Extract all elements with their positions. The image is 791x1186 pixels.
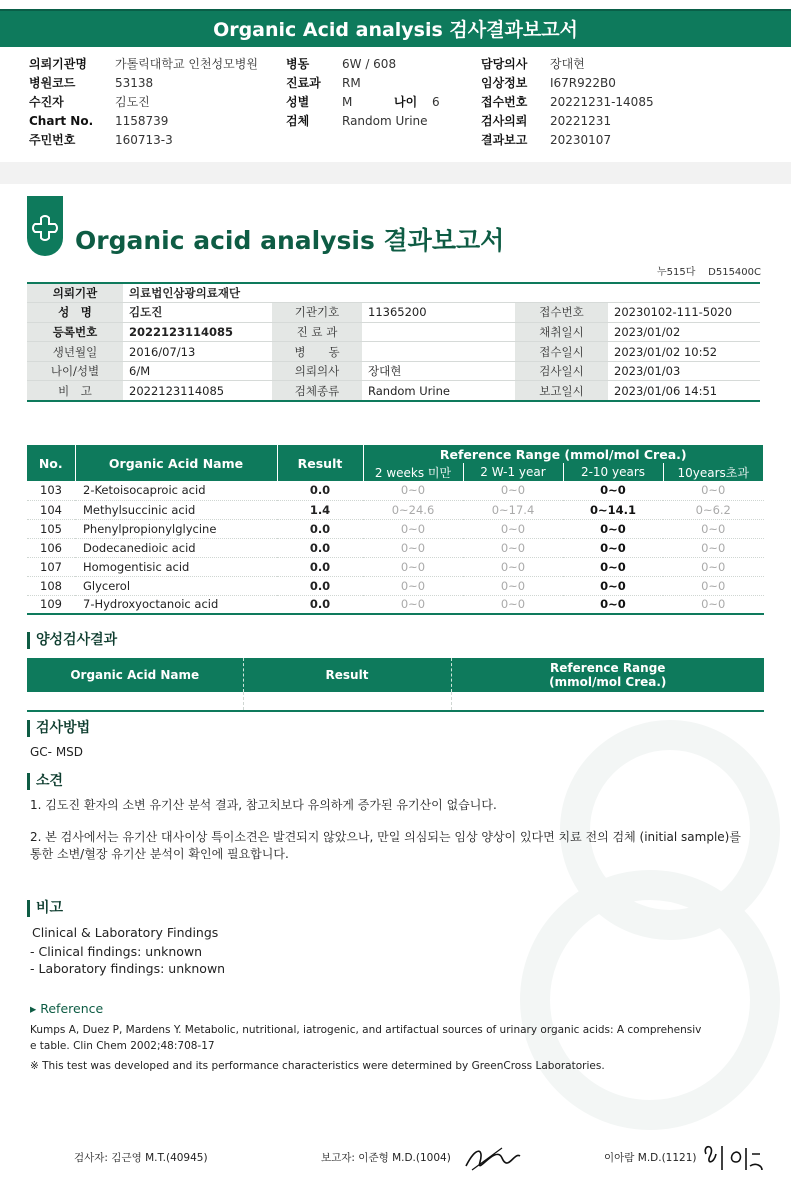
findings-line-2b: 통한 소변/혈장 유기산 분석이 확인에 필요합니다. xyxy=(30,847,289,861)
header-value: 6W / 608 xyxy=(342,57,397,71)
table-row xyxy=(27,595,764,614)
info-value: 김도진 xyxy=(123,303,272,323)
info-value: 11365200 xyxy=(362,303,515,323)
header-value: I67R922B0 xyxy=(550,76,616,90)
result-no: 109 xyxy=(27,595,75,614)
ref-range-4: 0~6.2 xyxy=(663,500,764,519)
info-key: 병 동 xyxy=(272,342,362,362)
empty-cell xyxy=(27,692,243,711)
info-key: 생년월일 xyxy=(27,342,123,362)
header-label: 의뢰기관명 xyxy=(29,57,87,71)
ref-range-3: 0~0 xyxy=(563,481,663,500)
info-key: 검사일시 xyxy=(515,361,608,381)
header-label: 진료과 xyxy=(286,76,321,90)
info-value: 의료법인삼광의료재단 xyxy=(123,283,760,303)
header-value: Random Urine xyxy=(342,114,428,128)
ref-range-3: 0~0 xyxy=(563,519,663,538)
section-divider xyxy=(0,162,791,184)
result-name: Dodecanedioic acid xyxy=(75,538,277,557)
result-value: 0.0 xyxy=(277,557,363,576)
info-value xyxy=(362,322,515,342)
header-value: 20221231-14085 xyxy=(550,95,654,109)
result-value: 0.0 xyxy=(277,595,363,614)
result-name: 7-Hydroxyoctanoic acid xyxy=(75,595,277,614)
ref-range-3: 0~0 xyxy=(563,595,663,614)
col-header-ref-1: 2 weeks 미만 xyxy=(363,463,463,481)
info-value: 2023/01/02 xyxy=(608,322,760,342)
info-key: 보고일시 xyxy=(515,381,608,401)
ref-range-1: 0~0 xyxy=(363,538,463,557)
info-value: 2016/07/13 xyxy=(123,342,272,362)
header-label: 결과보고 xyxy=(481,133,528,147)
header-col3 xyxy=(481,55,654,150)
info-value: 2023/01/06 14:51 xyxy=(608,381,760,401)
info-value: Random Urine xyxy=(362,381,515,401)
ref-range-3: 0~0 xyxy=(563,576,663,595)
patient-info-table xyxy=(27,282,760,402)
header-label: 병동 xyxy=(286,57,310,71)
findings-line-2a: 2. 본 검사에서는 유기산 대사이상 특이소견은 발견되지 않았으나, 만일 의심되는 임상 양상이 있다면 치료 전의 검체 (initial sample)를 xyxy=(30,830,741,844)
empty-cell xyxy=(451,692,764,711)
ref-range-1: 0~0 xyxy=(363,519,463,538)
header-value: 장대현 xyxy=(550,57,585,71)
col-header-name: Organic Acid Name xyxy=(75,445,277,481)
info-value xyxy=(362,342,515,362)
empty-cell xyxy=(243,692,451,711)
doctor-signature-icon xyxy=(700,1140,766,1176)
ref-range-1: 0~0 xyxy=(363,481,463,500)
result-name: Homogentisic acid xyxy=(75,557,277,576)
header-label: 성별 xyxy=(286,95,310,109)
ref-range-3: 0~0 xyxy=(563,538,663,557)
ref-range-4: 0~0 xyxy=(663,538,764,557)
ref-range-4: 0~0 xyxy=(663,576,764,595)
reporter-signature-line: 보고자: 이준형 M.D.(1004) xyxy=(321,1152,451,1164)
ref-range-4: 0~0 xyxy=(663,557,764,576)
ref-range-1: 0~0 xyxy=(363,557,463,576)
document-code xyxy=(657,263,761,278)
ref-range-1: 0~0 xyxy=(363,595,463,614)
col-header-ref-4: 10years초과 xyxy=(663,463,764,481)
positive-col-result: Result xyxy=(243,658,451,692)
col-header-result: Result xyxy=(277,445,363,481)
ref-range-2: 0~17.4 xyxy=(463,500,563,519)
ref-range-3: 0~0 xyxy=(563,557,663,576)
header-label: 검사의뢰 xyxy=(481,114,528,128)
header-value: 53138 xyxy=(115,76,154,90)
result-name: Phenylpropionylglycine xyxy=(75,519,277,538)
info-key: 채취일시 xyxy=(515,322,608,342)
info-value: 2022123114085 xyxy=(123,381,272,401)
positive-col-reference xyxy=(451,658,764,692)
result-name: Methylsuccinic acid xyxy=(75,500,277,519)
ref-range-2: 0~0 xyxy=(463,576,563,595)
table-row xyxy=(27,576,764,595)
header-label: 주민번호 xyxy=(29,133,76,147)
ref-range-1: 0~0 xyxy=(363,576,463,595)
method-text: GC- MSD xyxy=(30,745,84,759)
findings-section-title: 소견 xyxy=(27,773,63,790)
ref-range-4: 0~0 xyxy=(663,481,764,500)
result-no: 103 xyxy=(27,481,75,500)
result-name: 2-Ketoisocaproic acid xyxy=(75,481,277,500)
result-value: 0.0 xyxy=(277,519,363,538)
result-no: 105 xyxy=(27,519,75,538)
report-title: Organic acid analysis 결과보고서 xyxy=(75,226,505,255)
col-header-ref-2: 2 W-1 year xyxy=(463,463,563,481)
reference-title: ▸ Reference xyxy=(30,1001,104,1016)
banner-title: Organic Acid analysis 검사결과보고서 xyxy=(0,9,791,47)
info-key: 접수일시 xyxy=(515,342,608,362)
header-value: 가톨릭대학교 인천성모병원 xyxy=(115,57,258,71)
header-label: 병원코드 xyxy=(29,76,76,90)
header-value: RM xyxy=(342,76,361,90)
header-label: Chart No. xyxy=(29,114,94,128)
ref-range-1: 0~24.6 xyxy=(363,500,463,519)
info-value: 6/M xyxy=(123,361,272,381)
info-key: 등록번호 xyxy=(27,322,123,342)
result-no: 106 xyxy=(27,538,75,557)
ref-range-2: 0~0 xyxy=(463,519,563,538)
ref-range-2: 0~0 xyxy=(463,481,563,500)
result-value: 1.4 xyxy=(277,500,363,519)
watermark-shape xyxy=(520,870,780,1130)
result-name: Glycerol xyxy=(75,576,277,595)
doc-code-1: 누515다 xyxy=(657,267,696,278)
positive-col-ref-line2: (mmol/mol Crea.) xyxy=(549,675,667,689)
header-value: 160713-3 xyxy=(115,133,173,147)
col-header-ref-3: 2-10 years xyxy=(563,463,663,481)
clover-logo-icon xyxy=(27,196,63,256)
result-value: 0.0 xyxy=(277,538,363,557)
reference-note: ※ This test was developed and its performance characteristics were determined by GreenCross Laboratories. xyxy=(30,1060,605,1072)
reporter-signature-icon xyxy=(462,1140,524,1174)
info-key: 기관기호 xyxy=(272,303,362,323)
age-value: 6 xyxy=(432,95,440,109)
method-section-title: 검사방법 xyxy=(27,720,90,737)
remarks-heading: Clinical & Laboratory Findings xyxy=(32,925,219,940)
positive-section-title: 양성검사결과 xyxy=(27,632,117,649)
header-col1 xyxy=(29,55,258,150)
info-key: 비 고 xyxy=(27,381,123,401)
header-label: 수진자 xyxy=(29,95,64,109)
ref-range-2: 0~0 xyxy=(463,557,563,576)
info-key: 접수번호 xyxy=(515,303,608,323)
info-key: 의뢰기관 xyxy=(27,283,123,303)
header-label: 검체 xyxy=(286,114,310,128)
info-key: 의뢰의사 xyxy=(272,361,362,381)
header-label: 임상정보 xyxy=(481,76,528,90)
result-value: 0.0 xyxy=(277,481,363,500)
results-table xyxy=(27,445,764,615)
ref-range-4: 0~0 xyxy=(663,595,764,614)
info-value: 20230102-111-5020 xyxy=(608,303,760,323)
age-label: 나이 xyxy=(394,95,418,109)
positive-col-name: Organic Acid Name xyxy=(27,658,243,692)
doctor-signature-line: 이아람 M.D.(1121) xyxy=(604,1152,697,1164)
info-value: 2022123114085 xyxy=(123,322,272,342)
header-value: 1158739 xyxy=(115,114,169,128)
remarks-section-title: 비고 xyxy=(27,900,63,917)
result-value: 0.0 xyxy=(277,576,363,595)
table-row xyxy=(27,538,764,557)
positive-results-table xyxy=(27,658,764,712)
result-no: 108 xyxy=(27,576,75,595)
col-header-reference: Reference Range (mmol/mol Crea.) xyxy=(363,445,764,463)
result-no: 107 xyxy=(27,557,75,576)
header-label: 접수번호 xyxy=(481,95,528,109)
col-header-no: No. xyxy=(27,445,75,481)
findings-line-1: 1. 김도진 환자의 소변 유기산 분석 결과, 참고치보다 유의하게 증가된 유기산이 없습니다. xyxy=(30,798,497,812)
tester-signature-line: 검사자: 김근영 M.T.(40945) xyxy=(74,1152,208,1164)
header-value: 20230107 xyxy=(550,133,612,147)
remarks-clinical: - Clinical findings: unknown xyxy=(30,944,203,959)
info-value: 2023/01/03 xyxy=(608,361,760,381)
ref-range-4: 0~0 xyxy=(663,519,764,538)
info-value: 2023/01/02 10:52 xyxy=(608,342,760,362)
reference-citation-a: Kumps A, Duez P, Mardens Y. Metabolic, nutritional, iatrogenic, and artifactual sources of urinary organic acids: A comprehensiv xyxy=(30,1024,702,1036)
ref-range-2: 0~0 xyxy=(463,595,563,614)
info-key: 검체종류 xyxy=(272,381,362,401)
table-row xyxy=(27,481,764,500)
table-row xyxy=(27,519,764,538)
header-value: 20221231 xyxy=(550,114,612,128)
positive-col-ref-line1: Reference Range xyxy=(550,661,666,675)
header-value: M xyxy=(342,95,353,109)
header-col2 xyxy=(286,55,440,131)
info-key: 나이/성별 xyxy=(27,361,123,381)
header-value: 김도진 xyxy=(115,95,150,109)
doc-code-2: D515400C xyxy=(708,267,761,278)
reference-citation-b: e table. Clin Chem 2002;48:708-17 xyxy=(30,1040,215,1052)
ref-range-2: 0~0 xyxy=(463,538,563,557)
table-row xyxy=(27,557,764,576)
info-key: 성 명 xyxy=(27,303,123,323)
info-value: 장대현 xyxy=(362,361,515,381)
info-key: 진 료 과 xyxy=(272,322,362,342)
table-row xyxy=(27,500,764,519)
result-no: 104 xyxy=(27,500,75,519)
ref-range-3: 0~14.1 xyxy=(563,500,663,519)
remarks-laboratory: - Laboratory findings: unknown xyxy=(30,961,226,976)
header-label: 담당의사 xyxy=(481,57,528,71)
